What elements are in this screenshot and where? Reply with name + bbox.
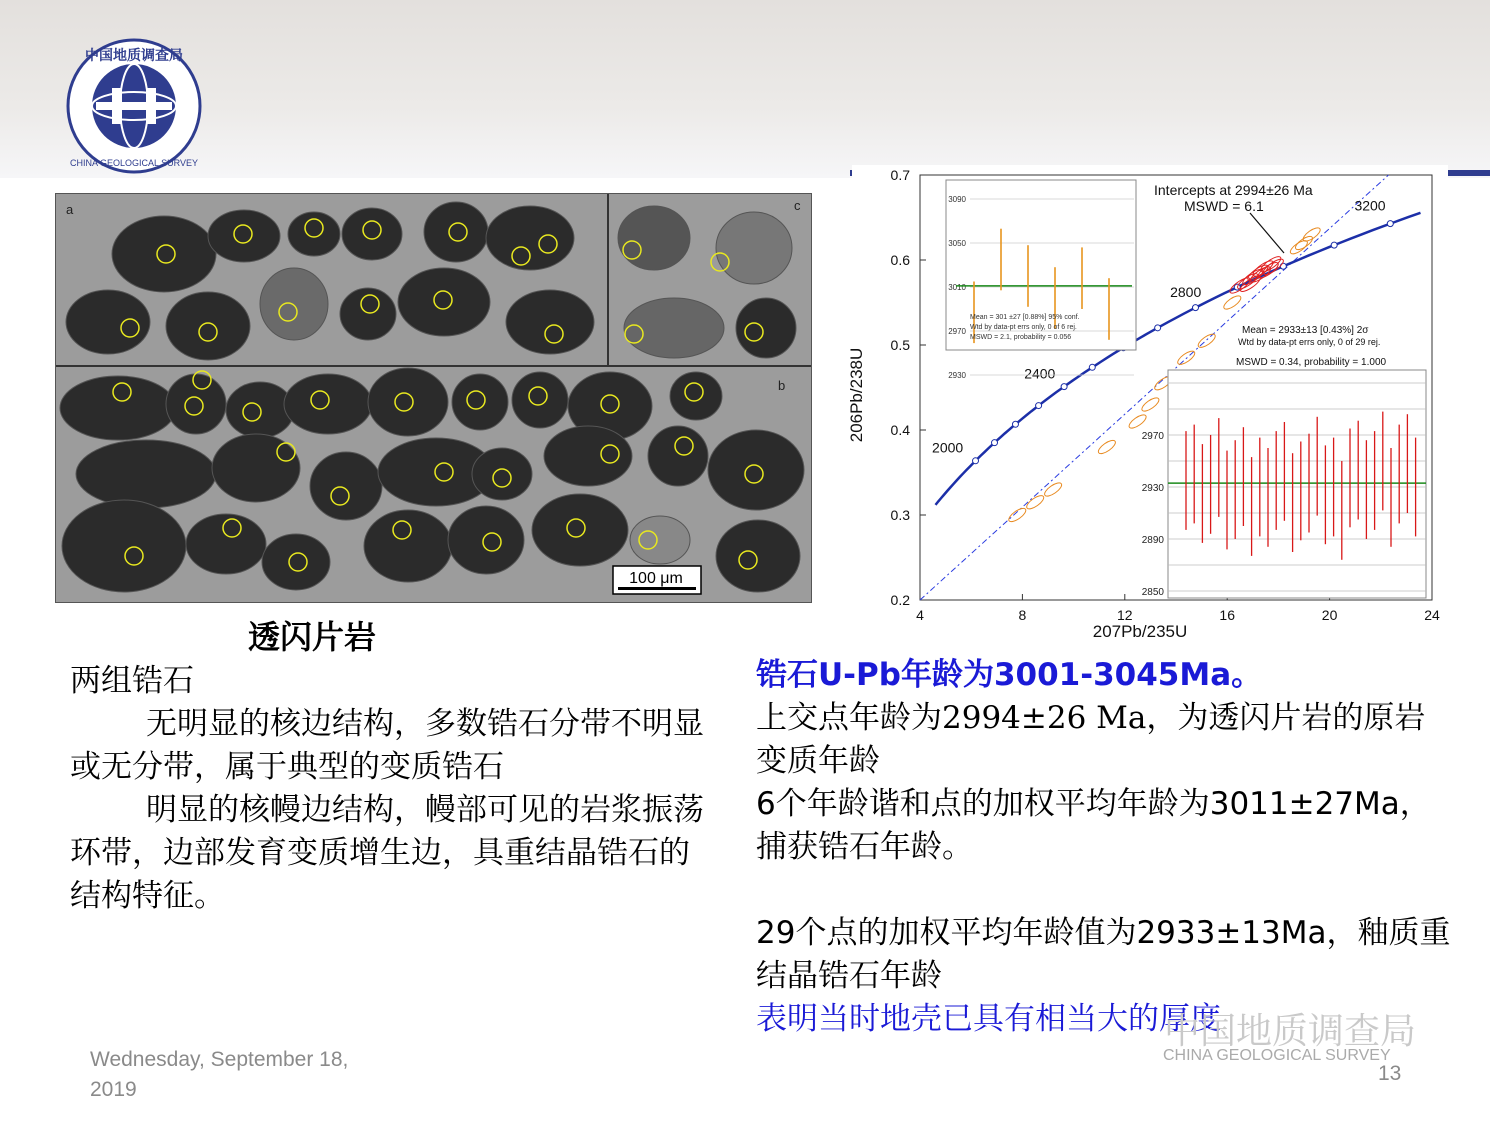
y-tick-label: 0.2 [890,592,910,608]
inset-upper-tick-label: 2970 [948,327,966,336]
concordia-point [1331,242,1337,248]
inset-upper-tick-label: 2930 [948,371,966,380]
concordia-point [973,458,979,464]
intercepts-text: Intercepts at 2994±26 Ma [1154,182,1313,198]
inset-upper-text-2: Wtd by data-pt errs only, 0 of 6 rej. [970,324,1077,331]
inset-upper [946,180,1136,380]
right-line-1: 上交点年龄为2994±26 Ma，为透闪片岩的原岩变质年龄 [756,700,1426,779]
x-axis-label: 207Pb/235U [1092,622,1188,641]
x-tick-label: 12 [1117,607,1133,623]
china-geological-survey-logo [66,38,202,174]
concordia-age-label: 2800 [1170,284,1202,301]
x-tick-label: 20 [1321,607,1338,623]
inset-upper-tick-label: 3090 [948,195,966,204]
watermark-en: CHINA GEOLOGICAL SURVEY [1163,1047,1391,1064]
inset-lower-text-2: Wtd by data-pt errs only, 0 of 29 rej. [1238,337,1381,347]
concordia-point [1012,421,1018,427]
panel-label-b: b [778,378,786,393]
concordia-point [992,440,998,446]
right-line-3: 29个点的加权平均年龄值为2933±13Ma，釉质重结晶锆石年龄 [756,915,1451,994]
watermark-cn: 中国地质调查局 [1164,1011,1417,1052]
footer-date-line-2: 2019 [90,1078,137,1101]
inset-lower-text-3: MSWD = 0.34, probability = 1.000 [1236,357,1387,368]
zircon-cl-image [55,193,812,603]
scale-bar-label: 100 μm [629,570,683,587]
concordia-diagram [847,165,1448,641]
x-tick-label: 16 [1219,607,1235,623]
footer-date-line-1: Wednesday, September 18, [90,1048,349,1071]
y-tick-label: 0.7 [890,167,910,183]
left-description [70,660,710,918]
concordia-point [1387,221,1393,227]
inset-lower-tick-label: 2930 [1141,483,1164,494]
concordia-point [1280,263,1286,269]
right-line-4: 表明当时地壳已具有相当大的厚度 [756,1001,1221,1037]
concordia-point [1061,384,1067,390]
left-para-1: 无明显的核边结构，多数锆石分带不明显或无分带，属于典型的变质锆石 [70,706,704,785]
inset-lower-text-1: Mean = 2933±13 [0.43%] 2σ [1242,325,1369,336]
inset-lower-tick-label: 2890 [1141,535,1164,546]
header-band [0,0,1490,178]
concordia-age-label: 3200 [1354,197,1386,214]
concordia-point [1192,305,1198,311]
y-tick-label: 0.5 [890,337,910,353]
y-tick-label: 0.4 [890,422,910,438]
left-line-1: 两组锆石 [70,663,194,699]
inset-upper-tick-label: 3050 [948,239,966,248]
page-number: 13 [1378,1062,1402,1085]
right-description [756,654,1456,1041]
mswd-text: MSWD = 6.1 [1184,198,1264,214]
y-tick-label: 0.6 [890,252,910,268]
inset-upper-text-1: Mean = 301 ±27 [0.88%] 95% conf. [970,314,1080,321]
concordia-point [1089,364,1095,370]
inset-upper-text-3: MSWD = 2.1, probability = 0.056 [970,334,1072,341]
inset-upper-tick-label: 3010 [948,283,966,292]
figure-caption: 透闪片岩 [248,618,377,656]
right-line-2: 6个年龄谐和点的加权平均年龄为3011±27Ma，捕获锆石年龄。 [756,786,1431,865]
panel-label-a: a [66,202,74,217]
concordia-age-label: 2400 [1024,365,1056,382]
y-tick-label: 0.3 [890,507,910,523]
age-headline: 锆石U-Pb年龄为3001-3045Ma。 [756,657,1263,693]
x-tick-label: 8 [1018,607,1027,623]
concordia-point [1036,403,1042,409]
logo-text-en: CHINA GEOLOGICAL SURVEY [69,158,199,168]
inset-lower-tick-label: 2970 [1141,431,1164,442]
left-para-2: 明显的核幔边结构，幔部可见的岩浆振荡环带，边部发育变质增生边，具重结晶锆石的结构特征。 [70,792,704,914]
y-axis-label: 206Pb/238U [847,347,866,443]
concordia-point [1155,325,1161,331]
inset-lower-tick-label: 2850 [1141,587,1164,598]
concordia-age-label: 2000 [932,439,964,456]
panel-label-c: c [794,198,801,213]
x-tick-label: 24 [1424,607,1440,623]
footer-date [90,1045,390,1105]
logo-text-cn: 中国地质调查局 [85,47,183,63]
x-tick-label: 4 [916,607,924,623]
